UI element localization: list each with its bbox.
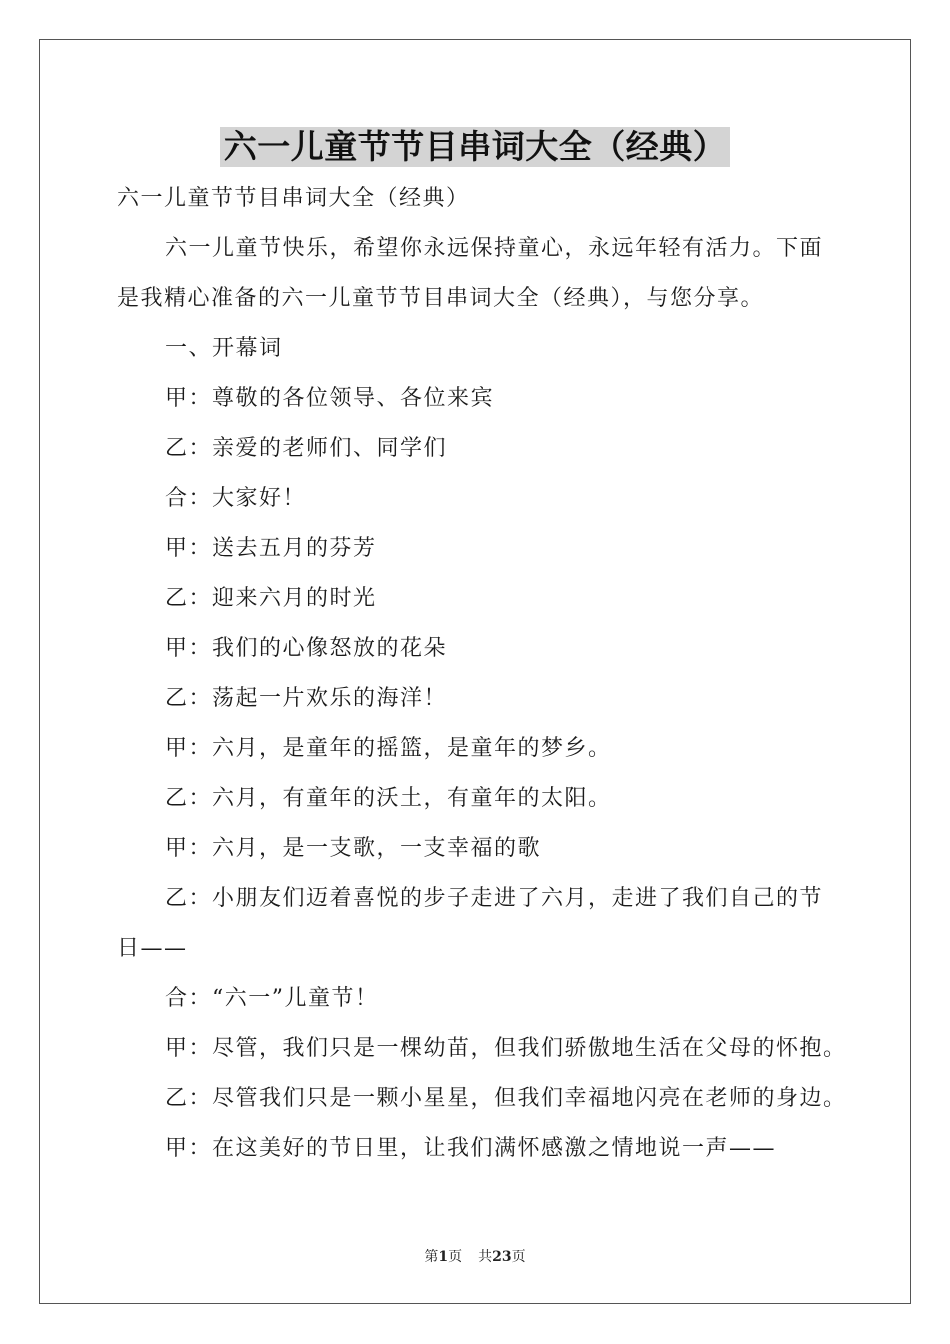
document-body xyxy=(117,174,847,1174)
dialogue-line: 甲：六月，是一支歌，一支幸福的歌 xyxy=(165,836,542,861)
dialogue-line: 甲：送去五月的芬芳 xyxy=(165,536,377,561)
total-pages: 23 xyxy=(492,1249,512,1265)
title-container xyxy=(0,127,950,167)
page-suffix: 页 xyxy=(448,1249,463,1265)
dialogue-line-continued: 日—— xyxy=(117,936,188,961)
dialogue-line: 乙：六月，有童年的沃土，有童年的太阳。 xyxy=(165,786,612,811)
dialogue-line: 甲：在这美好的节日里，让我们满怀感激之情地说一声—— xyxy=(165,1136,777,1161)
dialogue-line: 甲：尽管，我们只是一棵幼苗，但我们骄傲地生活在父母的怀抱。 xyxy=(165,1036,847,1061)
document-title: 六一儿童节节目串词大全（经典） xyxy=(220,127,731,167)
dialogue-line: 甲：六月，是童年的摇篮，是童年的梦乡。 xyxy=(165,736,612,761)
subtitle-line: 六一儿童节节目串词大全（经典） xyxy=(117,186,470,211)
dialogue-line: 乙：荡起一片欢乐的海洋！ xyxy=(165,686,448,711)
dialogue-line: 乙：尽管我们只是一颗小星星，但我们幸福地闪亮在老师的身边。 xyxy=(165,1086,847,1111)
page-number: 1 xyxy=(438,1249,449,1265)
dialogue-line: 合：大家好！ xyxy=(165,486,307,511)
page-footer xyxy=(0,1247,950,1267)
dialogue-line: 甲：尊敬的各位领导、各位来宾 xyxy=(165,386,495,411)
dialogue-line: 乙：小朋友们迈着喜悦的步子走进了六月，走进了我们自己的节 xyxy=(165,886,824,911)
total-prefix: 共 xyxy=(478,1249,493,1265)
paragraph-line: 是我精心准备的六一儿童节节目串词大全（经典），与您分享。 xyxy=(117,286,765,311)
dialogue-line: 乙：亲爱的老师们、同学们 xyxy=(165,436,448,461)
dialogue-line: 合：“六一”儿童节！ xyxy=(165,986,379,1011)
paragraph-line: 六一儿童节快乐，希望你永远保持童心，永远年轻有活力。下面 xyxy=(165,236,824,261)
dialogue-line: 乙：迎来六月的时光 xyxy=(165,586,377,611)
section-heading: 一、开幕词 xyxy=(165,336,283,361)
dialogue-line: 甲：我们的心像怒放的花朵 xyxy=(165,636,448,661)
page-prefix: 第 xyxy=(424,1249,439,1265)
total-suffix: 页 xyxy=(511,1249,526,1265)
